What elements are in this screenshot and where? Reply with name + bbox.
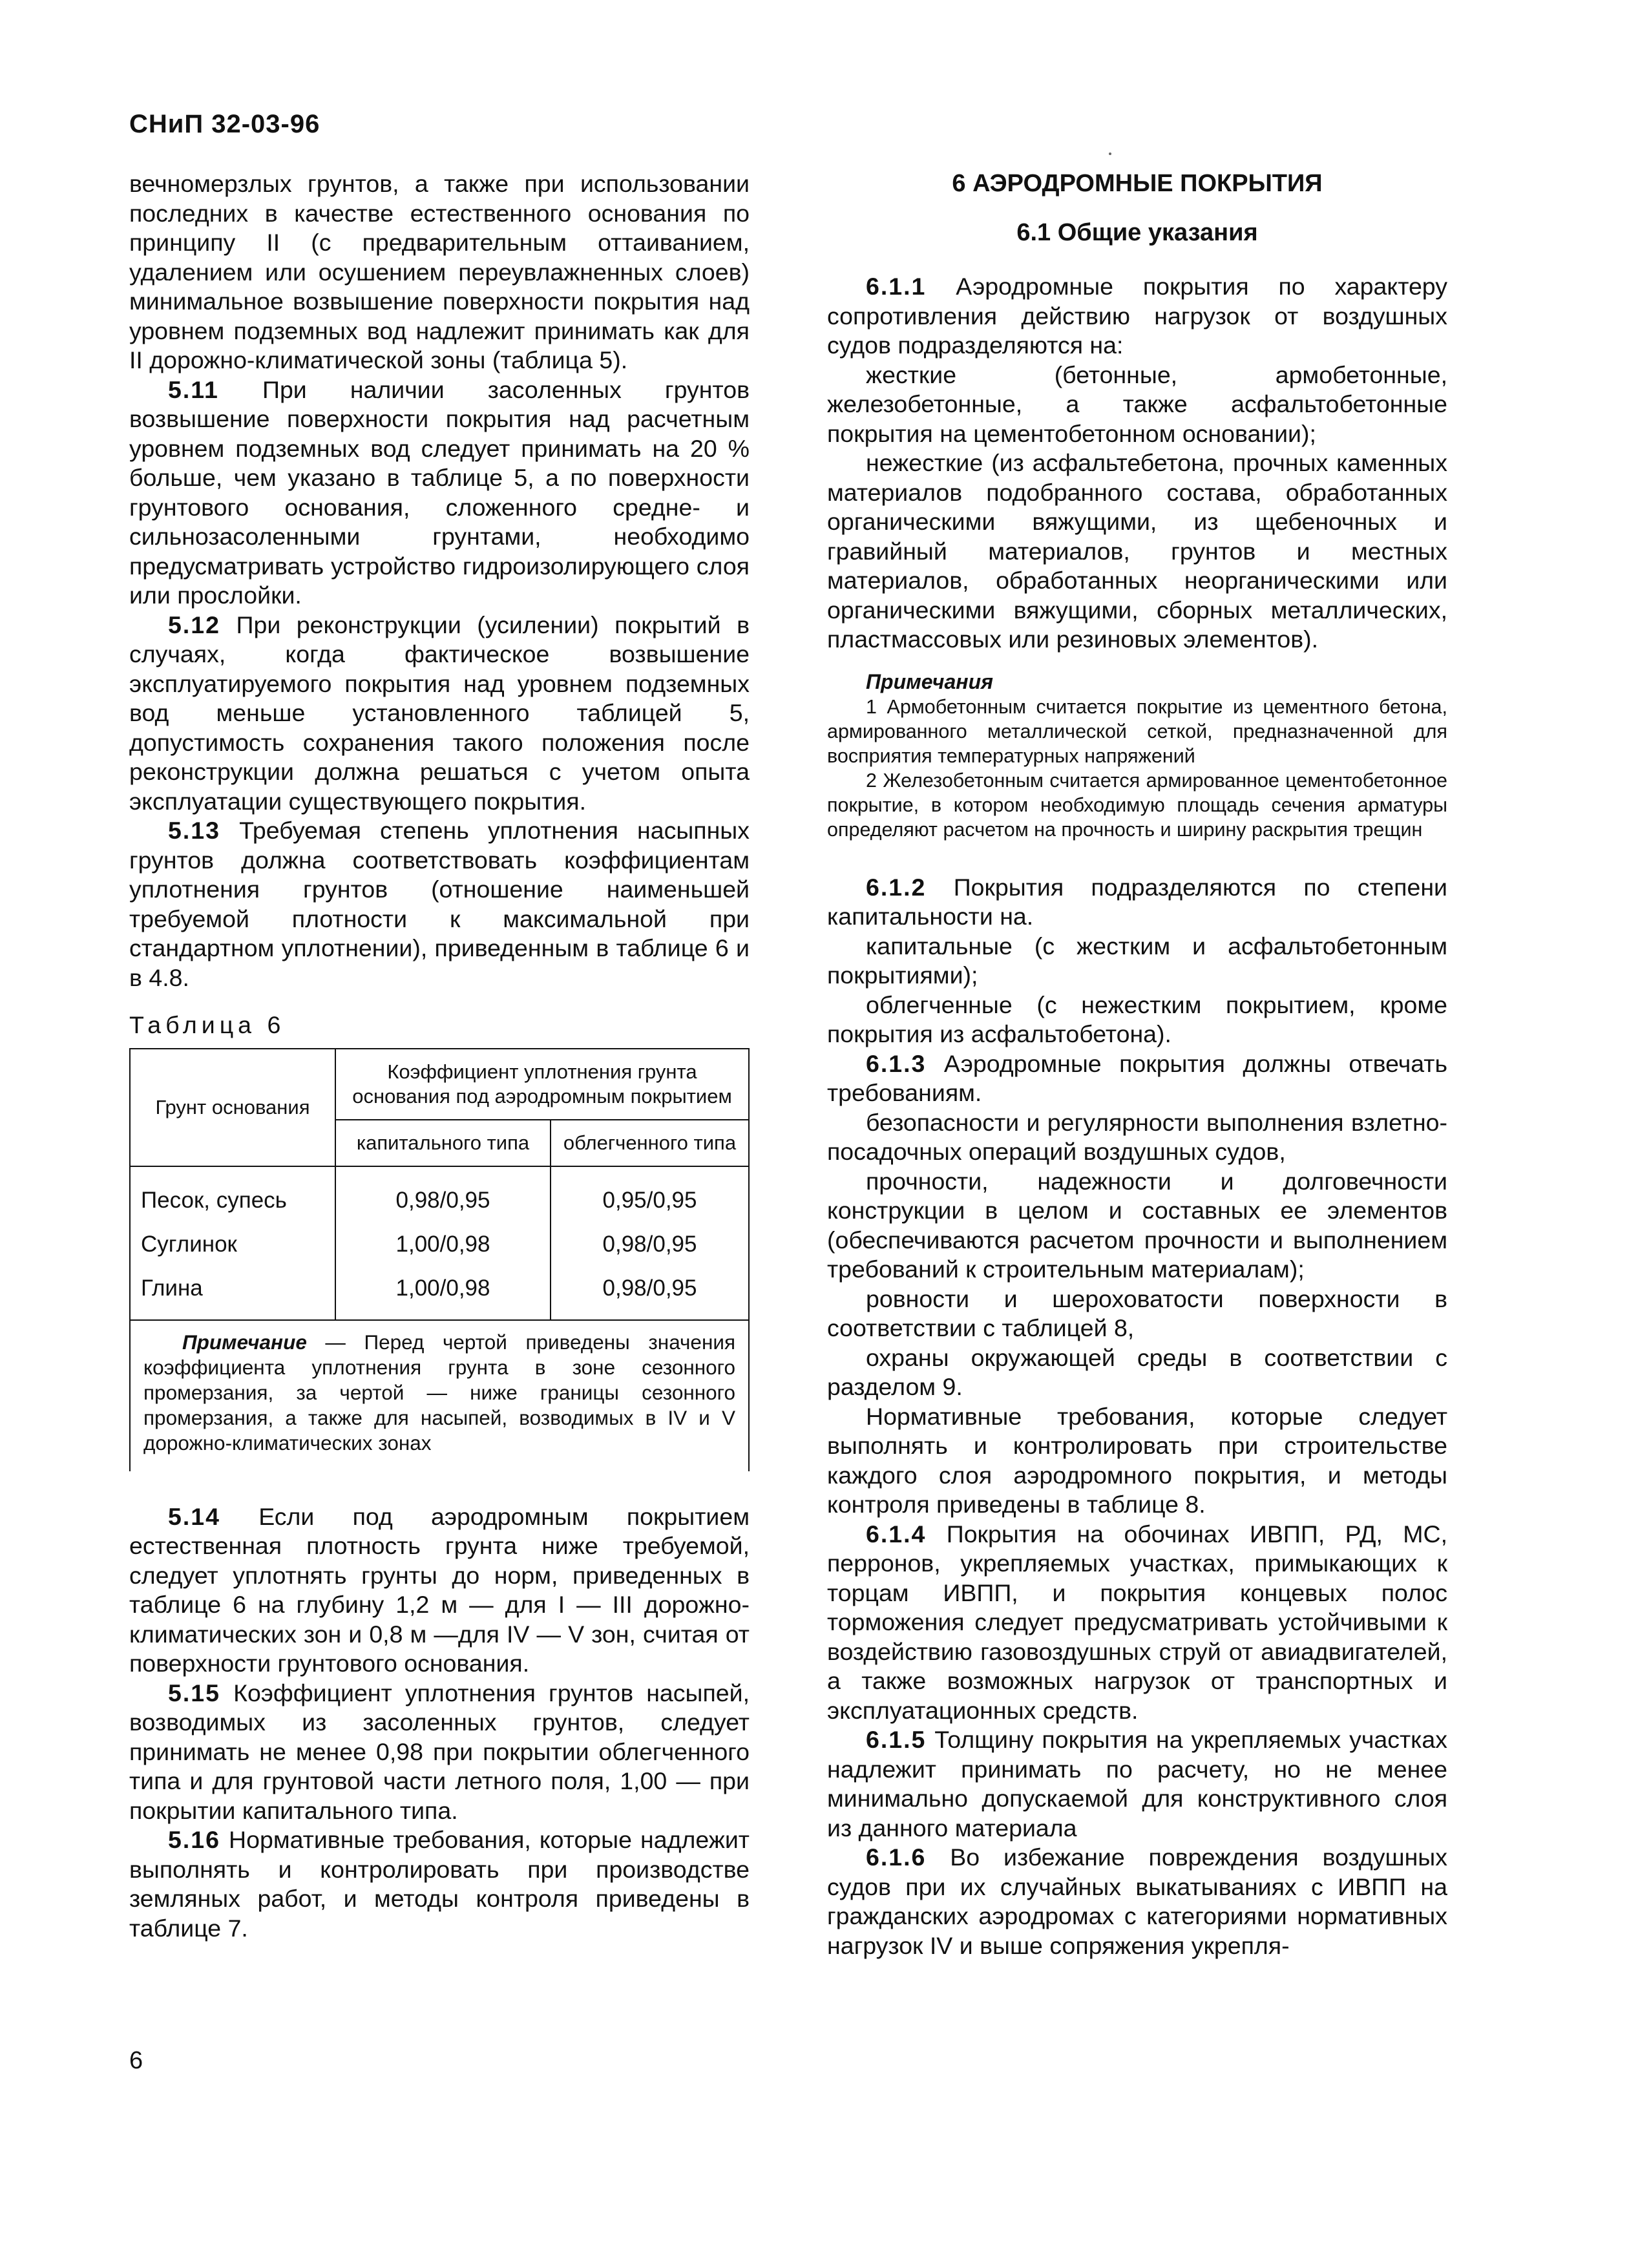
paragraph-6-1-2: [827, 873, 1447, 932]
clause-number: 5.12: [168, 611, 220, 638]
clause-text: Нормативные требования, которые надлежит выполнять и контролировать при производстве земляных работ, и методы контроля приведены в таблице 7.: [129, 1826, 750, 1942]
document-code-header: СНиП 32-03-96: [129, 110, 320, 138]
paragraph-6-1-4: [827, 1520, 1447, 1726]
list-item-safety: безопасности и регулярности выполнения взлетно-посадочных операций воздушных судов,: [827, 1108, 1447, 1165]
paragraph-6-1-6: [827, 1843, 1447, 1960]
list-item-environment: охраны окружающей среды в соответствии с разделом 9.: [827, 1343, 1447, 1400]
paragraph-5-11: [129, 375, 750, 611]
table-note-row: [130, 1320, 749, 1471]
clause-text: При наличии засоленных грунтов возвышение поверхности покрытия над расчетным уровнем подземных вод следует принимать на 20 % больше, чем указано в таблице 5, а по поверхности грунтового основания, сложенного средне- и сильнозасоленными грунтами, необходимо предусматривать устройство гидроизолирующего слоя или прослойки.: [129, 375, 750, 609]
clause-number: 5.14: [168, 1502, 220, 1530]
clause-text: Покрытия подразделяются по степени капитальности на.: [827, 873, 1447, 930]
clause-text: При реконструкции (усилении) покрытий в случаях, когда фактическое возвышение эксплуатируемого покрытия над уровнем подземных вод меньше установленного таблицей 5, допустимость сохранения такого положения после реконструкции должна решаться с учетом опыта эксплуатации существующего покрытия.: [129, 611, 750, 815]
clause-number: 6.1.2: [866, 873, 927, 901]
clause-number: 5.15: [168, 1679, 220, 1706]
table-note: [130, 1320, 749, 1471]
paragraph-5-13: [129, 816, 750, 992]
clause-text: Коэффициент уплотнения грунтов насыпей, возводимых из засоленных грунтов, следует принимать не менее 0,98 при покрытии облегченного типа и для грунтовой части летного поля, 1,00 — при покрытии капитального типа.: [129, 1679, 750, 1824]
clause-number: 6.1.4: [866, 1520, 927, 1548]
cell-light: 0,98/0,95: [551, 1223, 749, 1266]
paragraph-5-12: [129, 611, 750, 817]
cell-light: 0,95/0,95: [551, 1166, 749, 1223]
clause-number: 6.1.3: [866, 1049, 927, 1077]
col-header-capital: капитального типа: [335, 1120, 551, 1166]
paragraph-5-16: [129, 1825, 750, 1943]
col-header-ground: Грунт основания: [130, 1049, 335, 1166]
section-title: 6 АЭРОДРОМНЫЕ ПОКРЫТИЯ: [952, 170, 1323, 197]
table-note-text: — Перед чертой приведены значения коэффициента уплотнения грунта в зоне сезонного промерзания, за чертой — ниже границы сезонного промерзания, а также для насыпей, возводимых в IV и V дорожно-климатических зонах: [143, 1330, 735, 1454]
clause-text: Покрытия на обочинах ИВПП, РД, МС, перронов, укрепляемых участках, примыкающих к торцам ИВПП, и покрытия концевых полос торможения следует предусматривать устойчивыми к воздействию газовоздушных струй от авиадвигателей, а также возможных нагрузок от транспортных и эксплуатационных средств.: [827, 1520, 1447, 1724]
clause-text: Требуемая степень уплотнения насыпных грунтов должна соответствовать коэффициентам уплотнения грунтов (отношение наименьшей требуемой плотности к максимальной при стандартном уплотнении), приведенным в таблице 6 и в 4.8.: [129, 817, 750, 991]
clause-number: 6.1.6: [866, 1843, 927, 1871]
clause-number: 5.16: [168, 1826, 220, 1853]
clause-text: Если под аэродромным покрытием естественная плотность грунта ниже требуемой, следует уплотнять грунты до норм, приведенных в таблице 6 на глубину 1,2 м — для I — III дорожно-климатических зон и 0,8 м —для IV — V зон, считая от поверхности грунтового основания.: [129, 1502, 750, 1677]
clause-number: 5.13: [168, 817, 220, 844]
left-column: [129, 169, 750, 1943]
subsection-title: 6.1 Общие указания: [1016, 218, 1258, 246]
paragraph-5-14: [129, 1502, 750, 1679]
table-row: [130, 1266, 749, 1320]
clause-text: Аэродромные покрытия по характеру сопротивления действию нагрузок от воздушных судов подразделяются на:: [827, 273, 1447, 359]
page-number: 6: [129, 2047, 143, 2074]
paragraph-6-1-3: [827, 1049, 1447, 1108]
cell-capital: 1,00/0,98: [335, 1266, 551, 1320]
table-caption: Таблица 6: [129, 1011, 286, 1038]
cell-ground: Суглинок: [130, 1223, 335, 1266]
list-item-strength: прочности, надежности и долговечности конструкции в целом и составных ее элементов (обеспечиваются расчетом прочности и выполнением требований к строительным материалам);: [827, 1167, 1447, 1283]
cell-capital: 1,00/0,98: [335, 1223, 551, 1266]
paragraph-5-15: [129, 1679, 750, 1826]
clause-number: 6.1.1: [866, 273, 927, 300]
clause-text: Аэродромные покрытия должны отвечать требованиям.: [827, 1049, 1447, 1106]
table-row: [130, 1166, 749, 1223]
note-1: 1 Армобетонным считается покрытие из цементного бетона, армированного металлической сеткой, предназначенной для восприятия температурных напряжений: [827, 695, 1447, 767]
clause-number: 6.1.5: [866, 1726, 927, 1753]
compaction-table: [129, 1048, 750, 1471]
list-item-evenness: ровности и шероховатости поверхности в соответствии с таблицей 8,: [827, 1285, 1447, 1341]
cell-capital: 0,98/0,95: [335, 1166, 551, 1223]
list-item-capital: капитальные (с жестким и асфальтобетонным покрытиями);: [827, 932, 1447, 989]
cell-ground: Глина: [130, 1266, 335, 1320]
notes-title: Примечания: [866, 669, 993, 693]
table-row: [130, 1223, 749, 1266]
clause-number: 5.11: [168, 375, 219, 403]
list-item-rigid: жесткие (бетонные, армобетонные, железобетонные, а также асфальтобетонные покрытия на цементобетонном основании);: [827, 361, 1447, 447]
col-header-light: облегченного типа: [551, 1120, 749, 1166]
paragraph-6-1-5: [827, 1725, 1447, 1843]
col-header-coefficient: Коэффициент уплотнения грунта основания под аэродромным покрытием: [335, 1049, 749, 1120]
list-item-flexible: нежесткие (из асфальтебетона, прочных каменных материалов подобранного состава, обработанных органическими вяжущими, из щебеночных и гравийный материалов, грунтов и местных материалов, обработанных неорганическими или органическими вяжущими, сборных металлических, пластмассовых или резиновых элементов).: [827, 449, 1447, 653]
cell-light: 0,98/0,95: [551, 1266, 749, 1320]
table-note-label: Примечание: [182, 1330, 307, 1354]
clause-text: Толщину покрытия на укрепляемых участках надлежит принимать по расчету, но не менее минимально допускаемой для конструктивного слоя из данного материала: [827, 1726, 1447, 1842]
paragraph-6-1-1: [827, 272, 1447, 361]
cell-ground: Песок, супесь: [130, 1166, 335, 1223]
right-column: [827, 169, 1447, 1960]
paragraph-requirements: Нормативные требования, которые следует выполнять и контролировать при строительстве каждого слоя аэродромного покрытия, и методы контроля приведены в таблице 8.: [827, 1402, 1447, 1518]
note-2: 2 Железобетонным считается армированное цементобетонное покрытие, в котором необходимую площадь сечения арматуры определяют расчетом на прочность и ширину раскрытия трещин: [827, 769, 1447, 841]
paragraph-continuation: вечномерзлых грунтов, а также при использовании последних в качестве естественного основания по принципу II (с предварительным оттаиванием, удалением или осушением переувлажненных слоев) минимальное возвышение поверхности покрытия над уровнем подземных вод надлежит принимать как для II дорожно-климатической зоны (таблица 5).: [129, 170, 750, 373]
list-item-light: облегченные (с нежестким покрытием, кроме покрытия из асфальтобетона).: [827, 991, 1447, 1047]
clause-text: Во избежание повреждения воздушных судов при их случайных выкатываниях с ИВПП на гражданских аэродромах с категориями нормативных нагрузок IV и выше сопряжения укрепля-: [827, 1843, 1447, 1959]
print-speck: [1109, 152, 1111, 155]
